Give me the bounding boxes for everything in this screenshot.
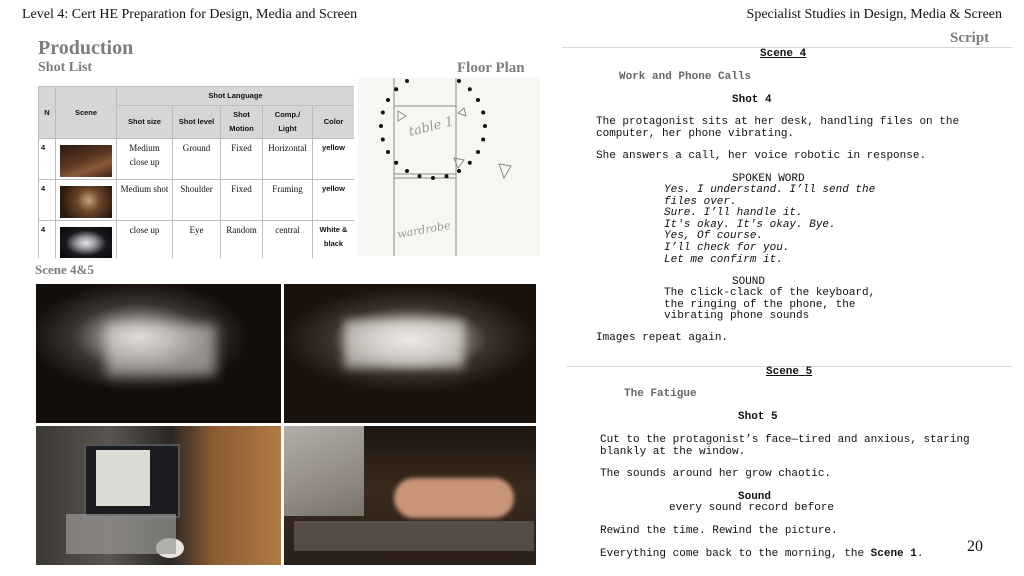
circle-dot xyxy=(405,79,409,83)
circle-dot xyxy=(468,161,472,165)
circle-dot xyxy=(457,79,461,83)
sound-lines: The click-clack of the keyboard, the ringing of the phone, the vibrating phone sounds xyxy=(664,287,876,323)
comp-light-cell: Horizontal xyxy=(263,139,313,180)
shot-size-cell: Medium shot xyxy=(117,180,173,221)
color-cell: White & black xyxy=(313,221,355,259)
paragraph-4-prefix: Everything come back to the morning, the xyxy=(600,548,871,560)
shot-size-cell: Medium close up xyxy=(117,139,173,180)
color-cell: yellow xyxy=(313,139,355,180)
scene-label: Scene 4&5 xyxy=(35,262,94,277)
scene-thumbnail xyxy=(56,139,117,180)
color-cell: yellow xyxy=(313,180,355,221)
scene-1-reference: Scene 1 xyxy=(870,548,917,560)
shot-motion-cell: Fixed xyxy=(221,180,263,221)
circle-dot xyxy=(468,87,472,91)
sound-heading: SOUND xyxy=(732,276,766,288)
course-title: Level 4: Cert HE Preparation for Design, Media and Screen xyxy=(22,7,358,22)
comp-light-cell: Framing xyxy=(263,180,313,221)
sound-2-line: every sound record before xyxy=(669,502,835,514)
shot-5-paragraph-1: Cut to the protagonist’s face—tired and anxious, staring blankly at the window. xyxy=(600,434,970,458)
shot-language-header: Shot Language xyxy=(117,87,355,106)
col-color-header: Color xyxy=(313,106,355,139)
circle-dot xyxy=(381,111,385,115)
scene-thumbnail xyxy=(56,180,117,221)
row-number: 4 xyxy=(39,221,56,259)
spoken-word-heading: SPOKEN WORD xyxy=(732,173,805,185)
table-1-label: table 1 xyxy=(407,114,456,140)
circle-dot xyxy=(476,150,480,154)
shot-list-table-wrap xyxy=(38,86,354,258)
circle-dot xyxy=(381,138,385,142)
circle-dot xyxy=(405,169,409,173)
circle-dot xyxy=(379,124,383,128)
scene-photo-3 xyxy=(36,426,281,565)
circle-dot xyxy=(431,176,435,180)
shot-5-paragraph-2: The sounds around her grow chaotic. xyxy=(600,468,832,480)
module-title: Specialist Studies in Design, Media & Screen xyxy=(746,7,1002,22)
circle-dot xyxy=(483,124,487,128)
table-row xyxy=(39,139,355,180)
production-title: Production xyxy=(38,37,134,59)
shot-5-paragraph-3: Rewind the time. Rewind the picture. xyxy=(600,525,838,537)
shot-4-paragraph-2: She answers a call, her voice robotic in response. xyxy=(596,150,927,162)
circle-dot xyxy=(386,150,390,154)
scene-5-title: The Fatigue xyxy=(624,388,697,400)
col-shot-motion-header: Shot Motion xyxy=(221,106,263,139)
table-row xyxy=(39,221,355,259)
shot-5-heading: Shot 5 xyxy=(738,411,778,423)
paragraph-4-suffix: . xyxy=(916,548,924,560)
page-number: 20 xyxy=(967,538,983,555)
circle-dot xyxy=(445,174,449,178)
circle-dot xyxy=(386,98,390,102)
scene-5-heading: Scene 5 xyxy=(766,366,813,378)
col-scene-header: Scene xyxy=(56,87,117,139)
scene-photo-4 xyxy=(284,426,536,565)
shot-4-heading: Shot 4 xyxy=(732,94,772,106)
row-number: 4 xyxy=(39,180,56,221)
wardrobe-label: wardrobe xyxy=(396,218,452,241)
shot-5-paragraph-4 xyxy=(600,549,923,561)
circle-dot xyxy=(418,174,422,178)
shot-motion-cell: Fixed xyxy=(221,139,263,180)
circle-dot xyxy=(476,98,480,102)
col-shot-level-header: Shot level xyxy=(173,106,221,139)
sound-2-heading: Sound xyxy=(738,491,772,503)
circle-dot xyxy=(394,87,398,91)
row-number: 4 xyxy=(39,139,56,180)
spoken-word-lines: Yes. I understand. I’ll send the files over. Sure. I’ll handle it. It's okay. It's okay. Bye. Yes, Of course. I’ll check for you. Let me confirm it. xyxy=(664,184,876,266)
shot-motion-cell: Random xyxy=(221,221,263,259)
comp-light-cell: central xyxy=(263,221,313,259)
shot-size-cell: close up xyxy=(117,221,173,259)
scene-4-closing: Images repeat again. xyxy=(596,332,729,344)
scene-thumbnail xyxy=(56,221,117,259)
shot-list-table xyxy=(38,86,354,258)
circle-dot xyxy=(481,138,485,142)
col-comp-light-header: Comp./ Light xyxy=(263,106,313,139)
shot-level-cell: Shoulder xyxy=(173,180,221,221)
floor-plan-label: Floor Plan xyxy=(457,60,525,76)
dotted-circle-icon xyxy=(358,78,540,256)
col-shot-size-header: Shot size xyxy=(117,106,173,139)
scene-4-title: Work and Phone Calls xyxy=(619,71,752,83)
circle-dot xyxy=(481,111,485,115)
circle-dot xyxy=(394,161,398,165)
scene-4-heading: Scene 4 xyxy=(760,48,807,60)
table-row xyxy=(39,180,355,221)
shot-4-paragraph-1: The protagonist sits at her desk, handling files on the computer, her phone vibrating. xyxy=(596,116,960,140)
scene-photo-2 xyxy=(284,284,536,423)
shot-list-label: Shot List xyxy=(38,60,93,75)
circle-dot xyxy=(457,169,461,173)
col-n-header: N xyxy=(39,87,56,139)
shot-level-cell: Eye xyxy=(173,221,221,259)
floor-plan-sketch xyxy=(358,78,540,256)
script-label: Script xyxy=(950,30,990,46)
shot-level-cell: Ground xyxy=(173,139,221,180)
scene-photo-1 xyxy=(36,284,281,423)
